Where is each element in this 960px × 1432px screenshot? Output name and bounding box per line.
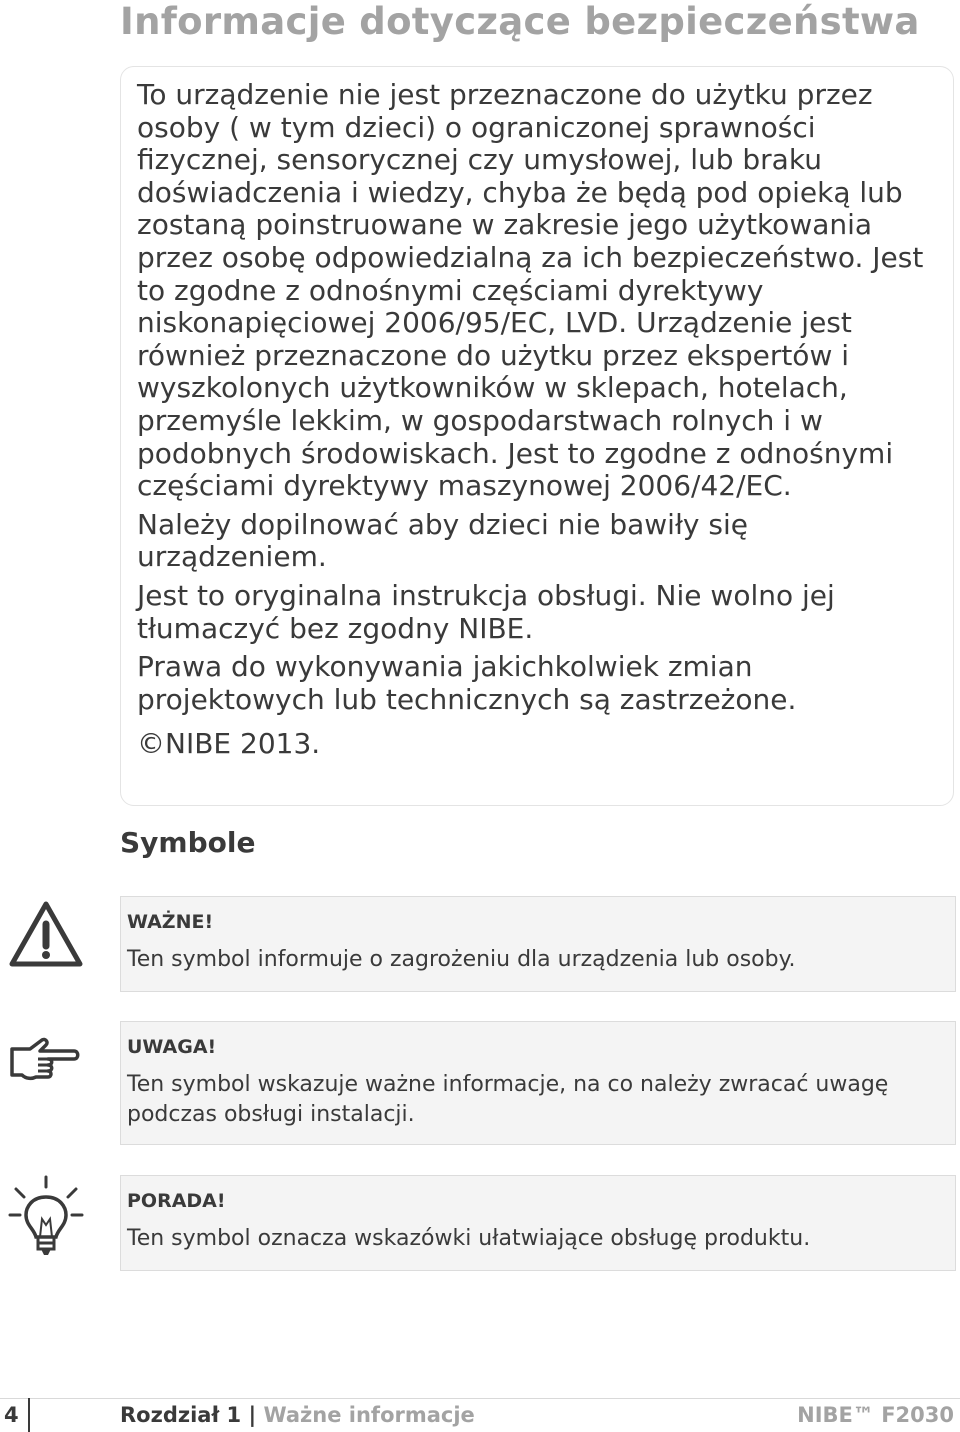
safety-info-box xyxy=(120,66,954,806)
symbol-description: Ten symbol informuje o zagrożeniu dla urządzenia lub osoby. xyxy=(127,947,796,972)
page-title: Informacje dotyczące bezpieczeństwa xyxy=(120,0,920,43)
warning-triangle-icon xyxy=(8,898,84,974)
intro-paragraph: Należy dopilnować aby dzieci nie bawiły się urządzeniem. xyxy=(137,507,748,574)
footer-divider xyxy=(0,1398,960,1399)
intro-paragraph: To urządzenie nie jest przeznaczone do użytku przez osoby ( w tym dzieci) o ograniczonej sprawności fizycznej, sensorycznej czy umysłowej, lub braku doświadczenia i wiedzy, chyba że będą pod opieką lub zostaną poinstruowane w zakresie jego użytkowania przez osobę odpowiedzialną za ich bezpieczeństwo. Jest to zgodne z odnośnymi częściami dyrektywy niskonapięciowej 2006/95/EC, LVD. Urządzenie jest również przeznaczone do użytku przez ekspertów i wyszkolonych użytkowników w sklepach, hotelach, przemyśle lekkim, w gospodarstwach rolnych i w podobnych środowiskach. Jest to zgodne z odnośnymi częściami dyrektywy maszynowej 2006/42/EC. xyxy=(137,78,924,503)
symbol-description: Ten symbol wskazuje ważne informacje, na co należy zwracać uwagę podczas obsługi instalacji. xyxy=(127,1072,889,1127)
chapter-number: Rozdział 1 xyxy=(120,1403,242,1427)
intro-paragraph: Jest to oryginalna instrukcja obsługi. Nie wolno jej tłumaczyć bez zgodny NIBE. xyxy=(137,578,835,645)
intro-paragraph: Prawa do wykonywania jakichkolwiek zmian projektowych lub technicznych są zastrzeżone. xyxy=(137,650,797,716)
footer-chapter xyxy=(120,1403,475,1427)
footer-product-name: NIBE™ F2030 xyxy=(797,1403,954,1427)
symbol-label: PORADA! xyxy=(127,1190,226,1212)
symbol-box xyxy=(120,896,956,992)
lightbulb-icon xyxy=(8,1175,84,1265)
symbol-box xyxy=(120,1021,956,1145)
chapter-title: Ważne informacje xyxy=(263,1403,475,1427)
footer-separator: | xyxy=(248,1403,257,1427)
symbol-label: UWAGA! xyxy=(127,1036,217,1058)
symbol-box xyxy=(120,1175,956,1271)
copyright-notice: ©NIBE 2013. xyxy=(137,727,321,761)
symbols-section-title: Symbole xyxy=(120,826,256,859)
symbol-label: WAŻNE! xyxy=(127,911,214,933)
page-number: 4 xyxy=(0,1398,30,1432)
symbol-description: Ten symbol oznacza wskazówki ułatwiające obsługę produktu. xyxy=(127,1226,811,1251)
pointing-hand-icon xyxy=(8,1021,84,1097)
